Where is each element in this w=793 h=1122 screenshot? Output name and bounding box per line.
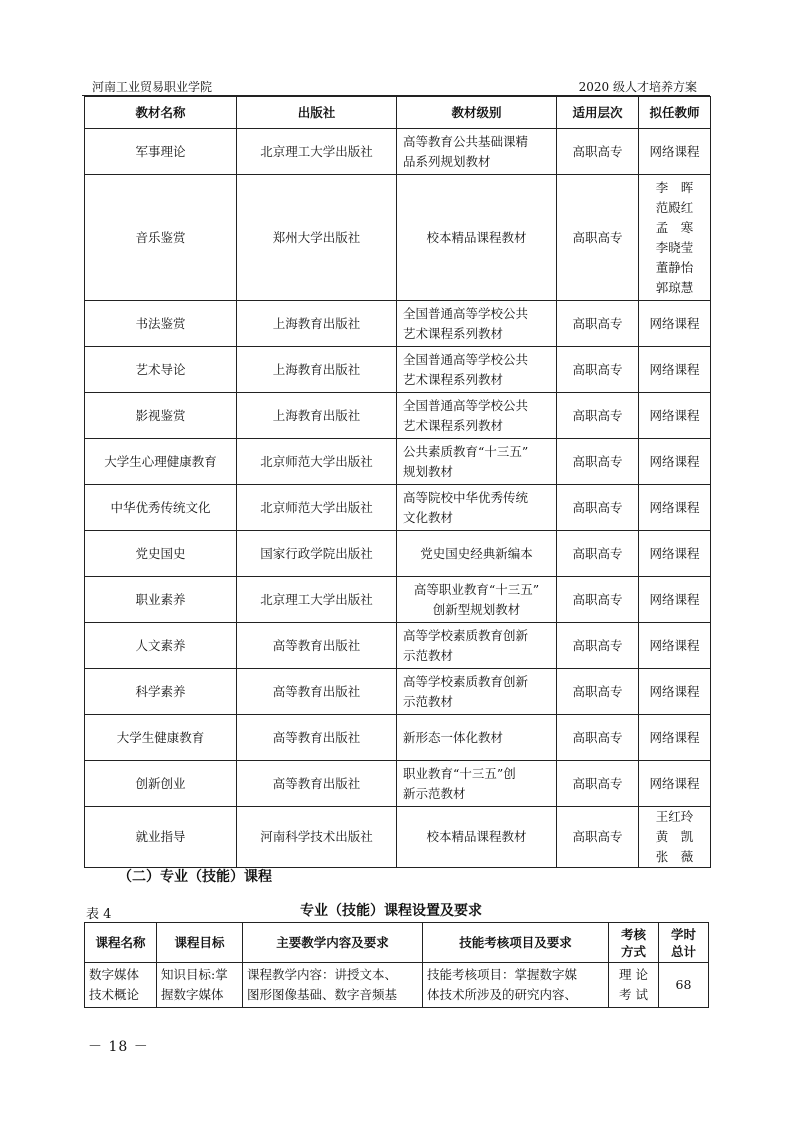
cell-publisher: 郑州大学出版社 — [237, 175, 397, 301]
cell-scope: 高职高专 — [557, 669, 639, 715]
cell-publisher: 河南科学技术出版社 — [237, 807, 397, 868]
col-header-course-goal: 课程目标 — [157, 923, 243, 963]
header-plan-title: 2020 级人才培养方案 — [578, 80, 697, 94]
cell-scope: 高职高专 — [557, 301, 639, 347]
cell-publisher: 高等教育出版社 — [237, 623, 397, 669]
col-header-publisher: 出版社 — [237, 97, 397, 129]
table-row — [85, 485, 711, 531]
table-row — [85, 175, 711, 301]
cell-content: 课程教学内容：讲授文本、 图形图像基础、数字音频基 — [243, 963, 423, 1008]
cell-level: 高等学校素质教育创新 示范教材 — [397, 669, 557, 715]
cell-name: 大学生心理健康教育 — [85, 439, 237, 485]
cell-level: 全国普通高等学校公共 艺术课程系列教材 — [397, 347, 557, 393]
table-row — [85, 577, 711, 623]
table-row — [85, 347, 711, 393]
cell-publisher: 上海教育出版社 — [237, 301, 397, 347]
cell-publisher: 高等教育出版社 — [237, 715, 397, 761]
cell-teacher: 李 晖 范殿红 孟 寒 李晓莹 董静怡 郭琼慧 — [639, 175, 711, 301]
cell-publisher: 北京理工大学出版社 — [237, 577, 397, 623]
cell-level: 高等学校素质教育创新 示范教材 — [397, 623, 557, 669]
table-row — [85, 761, 711, 807]
col-header-scope: 适用层次 — [557, 97, 639, 129]
cell-publisher: 上海教育出版社 — [237, 393, 397, 439]
cell-teacher: 网络课程 — [639, 623, 711, 669]
col-header-exam-method: 考核 方式 — [609, 923, 659, 963]
cell-name: 影视鉴赏 — [85, 393, 237, 439]
cell-level: 新形态一体化教材 — [397, 715, 557, 761]
cell-level: 全国普通高等学校公共 艺术课程系列教材 — [397, 301, 557, 347]
col-header-textbook-level: 教材级别 — [397, 97, 557, 129]
cell-scope: 高职高专 — [557, 531, 639, 577]
cell-scope: 高职高专 — [557, 623, 639, 669]
cell-level: 校本精品课程教材 — [397, 175, 557, 301]
cell-name: 党史国史 — [85, 531, 237, 577]
cell-teacher: 网络课程 — [639, 485, 711, 531]
cell-name: 职业素养 — [85, 577, 237, 623]
cell-name: 科学素养 — [85, 669, 237, 715]
cell-scope: 高职高专 — [557, 761, 639, 807]
cell-scope: 高职高专 — [557, 485, 639, 531]
table-row — [85, 531, 711, 577]
table-row — [85, 669, 711, 715]
cell-course-name: 数字媒体 技术概论 — [85, 963, 157, 1008]
table-row — [85, 439, 711, 485]
table-title: 专业（技能）课程设置及要求 — [300, 903, 482, 919]
cell-scope: 高职高专 — [557, 393, 639, 439]
cell-name: 书法鉴赏 — [85, 301, 237, 347]
cell-scope: 高职高专 — [557, 347, 639, 393]
cell-name: 人文素养 — [85, 623, 237, 669]
cell-teacher: 网络课程 — [639, 301, 711, 347]
textbook-table — [84, 96, 711, 868]
cell-total-hours: 68 — [659, 963, 709, 1008]
cell-teacher: 网络课程 — [639, 577, 711, 623]
cell-name: 音乐鉴赏 — [85, 175, 237, 301]
cell-teacher: 网络课程 — [639, 393, 711, 439]
cell-name: 创新创业 — [85, 761, 237, 807]
cell-name: 军事理论 — [85, 129, 237, 175]
cell-teacher: 网络课程 — [639, 439, 711, 485]
table-row — [85, 301, 711, 347]
cell-teacher: 网络课程 — [639, 761, 711, 807]
cell-publisher: 北京师范大学出版社 — [237, 485, 397, 531]
cell-scope: 高职高专 — [557, 807, 639, 868]
cell-publisher: 北京理工大学出版社 — [237, 129, 397, 175]
cell-publisher: 北京师范大学出版社 — [237, 439, 397, 485]
table-number: 表 4 — [86, 907, 112, 922]
table-row — [85, 715, 711, 761]
col-header-teacher: 拟任教师 — [639, 97, 711, 129]
cell-teacher: 网络课程 — [639, 669, 711, 715]
cell-publisher: 上海教育出版社 — [237, 347, 397, 393]
cell-publisher: 高等教育出版社 — [237, 761, 397, 807]
col-header-course-name: 课程名称 — [85, 923, 157, 963]
cell-teacher: 网络课程 — [639, 347, 711, 393]
table-row — [85, 623, 711, 669]
cell-level: 党史国史经典新编本 — [397, 531, 557, 577]
cell-level: 高等教育公共基础课精 品系列规划教材 — [397, 129, 557, 175]
table-row — [85, 129, 711, 175]
header-school-name: 河南工业贸易职业学院 — [92, 80, 213, 94]
cell-level: 高等职业教育“十三五” 创新型规划教材 — [397, 577, 557, 623]
col-header-total-hours: 学时 总计 — [659, 923, 709, 963]
section-heading: （二）专业（技能）课程 — [118, 869, 272, 885]
table-row — [85, 393, 711, 439]
course-table-header-row — [85, 923, 709, 963]
table-row — [85, 807, 711, 868]
cell-level: 公共素质教育“十三五” 规划教材 — [397, 439, 557, 485]
table-row — [85, 963, 709, 1008]
cell-scope: 高职高专 — [557, 439, 639, 485]
cell-teacher: 网络课程 — [639, 129, 711, 175]
col-header-skill: 技能考核项目及要求 — [423, 923, 609, 963]
cell-level: 职业教育“十三五”创 新示范教材 — [397, 761, 557, 807]
cell-level: 校本精品课程教材 — [397, 807, 557, 868]
cell-publisher: 高等教育出版社 — [237, 669, 397, 715]
cell-publisher: 国家行政学院出版社 — [237, 531, 397, 577]
cell-scope: 高职高专 — [557, 715, 639, 761]
col-header-content: 主要教学内容及要求 — [243, 923, 423, 963]
cell-scope: 高职高专 — [557, 577, 639, 623]
cell-course-goal: 知识目标:掌 握数字媒体 — [157, 963, 243, 1008]
cell-scope: 高职高专 — [557, 175, 639, 301]
textbook-table-header-row — [85, 97, 711, 129]
cell-scope: 高职高专 — [557, 129, 639, 175]
cell-teacher: 王红玲 黄 凯 张 薇 — [639, 807, 711, 868]
cell-name: 就业指导 — [85, 807, 237, 868]
col-header-textbook-name: 教材名称 — [85, 97, 237, 129]
cell-teacher: 网络课程 — [639, 715, 711, 761]
cell-exam-method: 理 论 考 试 — [609, 963, 659, 1008]
cell-level: 全国普通高等学校公共 艺术课程系列教材 — [397, 393, 557, 439]
professional-course-table — [84, 922, 709, 1008]
cell-name: 中华优秀传统文化 — [85, 485, 237, 531]
cell-name: 大学生健康教育 — [85, 715, 237, 761]
cell-level: 高等院校中华优秀传统 文化教材 — [397, 485, 557, 531]
page-number: － 18 － — [88, 1039, 149, 1055]
cell-name: 艺术导论 — [85, 347, 237, 393]
cell-skill: 技能考核项目：掌握数字媒 体技术所涉及的研究内容、 — [423, 963, 609, 1008]
cell-teacher: 网络课程 — [639, 531, 711, 577]
